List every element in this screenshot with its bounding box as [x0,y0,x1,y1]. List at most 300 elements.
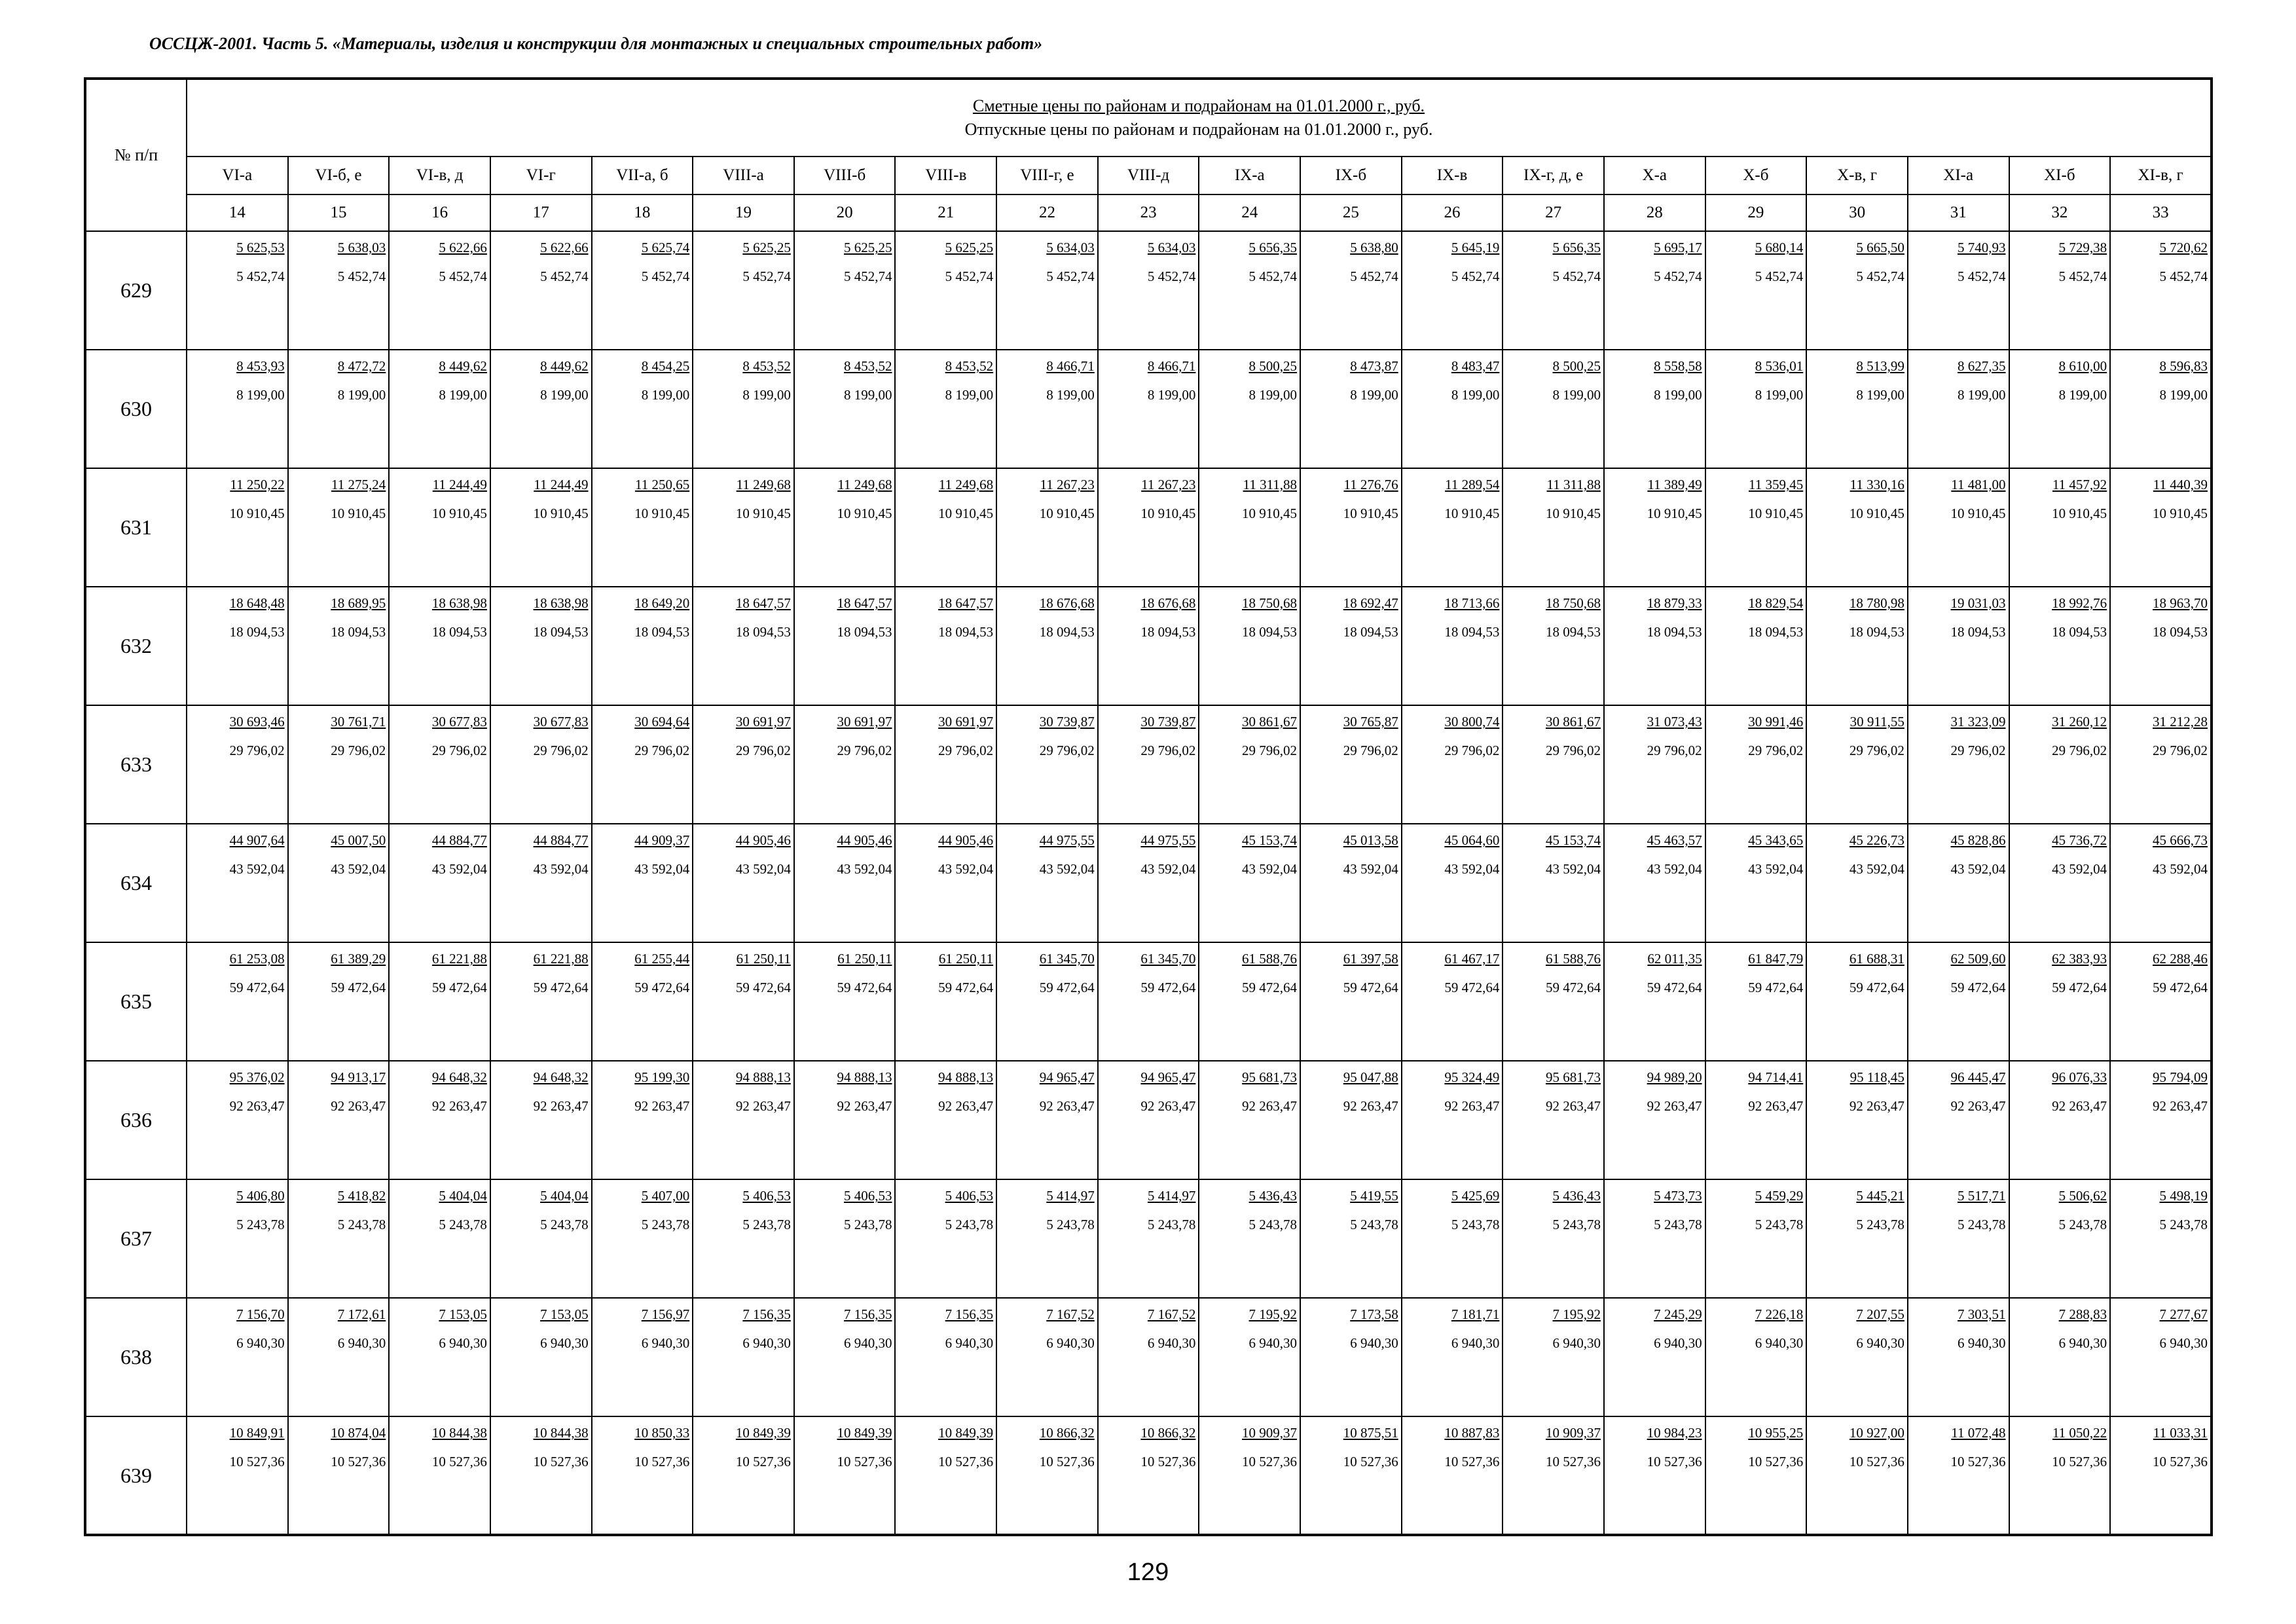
price-cell [996,231,1098,350]
price-cell [693,1061,794,1179]
estimate-price: 5 638,03 [337,240,386,255]
estimate-price: 44 907,64 [229,832,285,848]
estimate-price: 5 418,82 [337,1188,386,1204]
release-price: 6 940,30 [1654,1335,1702,1351]
release-price: 5 452,74 [1755,268,1804,284]
release-price: 8 199,00 [439,387,487,403]
release-price: 10 527,36 [1343,1454,1398,1469]
estimate-price: 5 498,19 [2159,1188,2208,1204]
price-cell [592,1298,693,1416]
estimate-price: 5 656,35 [1552,240,1601,255]
estimate-price: 5 625,25 [742,240,791,255]
estimate-price: 8 453,52 [843,358,892,374]
region-header: VI-б, е [288,157,390,194]
estimate-price: 18 647,57 [837,595,892,611]
price-cell [1300,1298,1402,1416]
release-price: 10 527,36 [2153,1454,2208,1469]
price-cell [187,350,288,468]
price-cell [288,824,390,942]
release-price: 5 452,74 [1451,268,1500,284]
price-cell [794,587,896,705]
release-price: 29 796,02 [229,743,285,758]
price-cell [996,1061,1098,1179]
price-cell [389,1298,490,1416]
release-price: 5 452,74 [641,268,690,284]
release-price: 10 527,36 [1545,1454,1601,1469]
price-cell [1402,705,1503,824]
price-cell [895,942,996,1061]
column-number: 27 [1503,194,1604,231]
release-price: 10 910,45 [431,506,487,521]
price-cell [187,587,288,705]
price-cell [895,350,996,468]
release-price: 43 592,04 [1849,861,1904,877]
release-price: 29 796,02 [1343,743,1398,758]
release-price: 8 199,00 [1147,387,1196,403]
estimate-price: 30 765,87 [1343,714,1398,729]
release-price: 29 796,02 [938,743,994,758]
price-cell [895,824,996,942]
estimate-price: 8 610,00 [2058,358,2107,374]
row-number: 636 [85,1061,187,1179]
estimate-price: 30 677,83 [533,714,589,729]
release-price: 6 940,30 [2159,1335,2208,1351]
price-cell [1806,468,1908,587]
estimate-price: 8 473,87 [1350,358,1398,374]
estimate-price: 11 249,68 [938,477,994,492]
price-cell [490,705,592,824]
estimate-price: 11 267,23 [1040,477,1095,492]
price-table [84,77,2213,1536]
region-header: X-б [1705,157,1807,194]
release-price: 10 910,45 [634,506,690,521]
estimate-price: 7 153,05 [439,1306,487,1322]
table-row [85,705,2212,824]
release-price: 59 472,64 [1140,980,1196,995]
release-price: 5 452,74 [1248,268,1298,284]
release-price: 5 452,74 [945,268,994,284]
release-price: 5 243,78 [1350,1217,1398,1232]
price-cell [794,705,896,824]
release-price: 43 592,04 [331,861,386,877]
price-cell [693,468,794,587]
release-price: 10 527,36 [1444,1454,1500,1469]
release-price: 5 452,74 [337,268,386,284]
price-cell [1705,824,1807,942]
region-header: IX-г, д, е [1503,157,1604,194]
price-cell [490,231,592,350]
release-price: 10 910,45 [1647,506,1702,521]
price-cell [2009,468,2111,587]
price-cell [1806,1061,1908,1179]
release-price: 10 527,36 [634,1454,690,1469]
estimate-price: 45 153,74 [1242,832,1298,848]
estimate-price: 10 955,25 [1748,1425,1804,1441]
release-price: 5 243,78 [1856,1217,1904,1232]
row-number: 632 [85,587,187,705]
release-price: 18 094,53 [533,624,589,640]
estimate-price: 5 740,93 [1958,240,2006,255]
price-cell [592,468,693,587]
price-cell [2009,1179,2111,1298]
estimate-price: 18 879,33 [1647,595,1702,611]
region-header: IX-в [1402,157,1503,194]
estimate-price: 10 849,39 [735,1425,791,1441]
estimate-price: 61 221,88 [431,951,487,967]
column-number-row [85,194,2212,231]
estimate-price: 30 693,46 [229,714,285,729]
release-price: 18 094,53 [1748,624,1804,640]
price-cell [1199,705,1300,824]
price-cell [1705,468,1807,587]
release-price: 5 243,78 [641,1217,690,1232]
estimate-price: 61 253,08 [229,951,285,967]
column-number: 24 [1199,194,1300,231]
release-price: 29 796,02 [1242,743,1298,758]
estimate-price: 5 473,73 [1654,1188,1702,1204]
price-cell [1604,942,1705,1061]
release-price: 8 199,00 [1856,387,1904,403]
table-row [85,231,2212,350]
price-cell [2110,468,2212,587]
row-number: 630 [85,350,187,468]
estimate-price: 62 509,60 [1950,951,2006,967]
column-number: 19 [693,194,794,231]
price-cell [1705,1061,1807,1179]
release-price: 59 472,64 [735,980,791,995]
release-price: 43 592,04 [1140,861,1196,877]
price-cell [1199,1416,1300,1535]
estimate-price: 31 260,12 [2052,714,2107,729]
price-cell [1806,824,1908,942]
price-cell [1604,587,1705,705]
estimate-price: 94 648,32 [533,1069,589,1085]
price-cell [1806,231,1908,350]
release-price: 92 263,47 [1140,1098,1196,1114]
release-price: 59 472,64 [533,980,589,995]
release-price: 6 940,30 [843,1335,892,1351]
price-cell [288,942,390,1061]
estimate-price: 10 866,32 [1039,1425,1095,1441]
price-cell [490,468,592,587]
price-cell [490,587,592,705]
price-cell [895,1061,996,1179]
price-cell [1503,1298,1604,1416]
release-price: 10 527,36 [1950,1454,2006,1469]
estimate-price: 94 648,32 [431,1069,487,1085]
table-row [85,942,2212,1061]
price-cell [794,350,896,468]
estimate-price: 8 472,72 [337,358,386,374]
release-price: 5 452,74 [236,268,285,284]
column-number: 25 [1300,194,1402,231]
price-cell [1402,1416,1503,1535]
release-price: 59 472,64 [837,980,892,995]
estimate-price: 7 167,52 [1046,1306,1095,1322]
row-number: 629 [85,231,187,350]
estimate-price: 11 244,49 [534,477,589,492]
estimate-price: 5 720,62 [2159,240,2208,255]
estimate-price: 11 481,00 [1951,477,2006,492]
page-header-title: ОССЦЖ-2001. Часть 5. «Материалы, изделия и конструкции для монтажных и специальных строительных работ» [149,34,1043,53]
estimate-price: 10 984,23 [1647,1425,1702,1441]
price-cell [1503,231,1604,350]
estimate-price: 7 153,05 [540,1306,589,1322]
estimate-price: 61 397,58 [1343,951,1398,967]
estimate-price: 8 627,35 [1958,358,2006,374]
price-cell [1199,1298,1300,1416]
price-cell [1402,1179,1503,1298]
price-cell [2110,824,2212,942]
estimate-price: 11 267,23 [1141,477,1196,492]
price-cell [1402,587,1503,705]
price-cell [1806,705,1908,824]
table-row [85,1061,2212,1179]
release-price: 59 472,64 [1444,980,1500,995]
estimate-price: 62 383,93 [2052,951,2107,967]
estimate-price: 61 847,79 [1748,951,1804,967]
release-price: 6 940,30 [1147,1335,1196,1351]
price-cell [2110,942,2212,1061]
release-price: 5 452,74 [742,268,791,284]
estimate-price: 5 407,00 [641,1188,690,1204]
release-price: 18 094,53 [1343,624,1398,640]
release-price: 5 243,78 [742,1217,791,1232]
release-price: 10 910,45 [735,506,791,521]
estimate-price: 10 887,83 [1444,1425,1500,1441]
release-price: 43 592,04 [533,861,589,877]
release-price: 10 910,45 [1849,506,1904,521]
row-number: 634 [85,824,187,942]
price-cell [996,1416,1098,1535]
release-price: 92 263,47 [431,1098,487,1114]
region-header: XI-в, г [2110,157,2212,194]
release-price: 29 796,02 [533,743,589,758]
estimate-price: 7 207,55 [1856,1306,1904,1322]
price-cell [2009,1298,2111,1416]
price-cell [1705,1179,1807,1298]
estimate-price: 18 649,20 [634,595,690,611]
release-price: 5 243,78 [843,1217,892,1232]
price-cell [1402,1298,1503,1416]
estimate-price: 8 558,58 [1654,358,1702,374]
release-price: 8 199,00 [1451,387,1500,403]
table-row [85,824,2212,942]
estimate-price: 11 250,65 [634,477,690,492]
estimate-price: 30 677,83 [431,714,487,729]
price-cell [1908,1061,2009,1179]
estimate-price: 7 173,58 [1350,1306,1398,1322]
price-cell [592,942,693,1061]
price-cell [2009,824,2111,942]
release-price: 59 472,64 [1343,980,1398,995]
release-price: 5 243,78 [1755,1217,1804,1232]
price-cell [1705,231,1807,350]
release-price: 18 094,53 [1545,624,1601,640]
price-cell [187,231,288,350]
price-cell [187,468,288,587]
price-cell [2110,1061,2212,1179]
price-cell [1402,468,1503,587]
release-price: 43 592,04 [1950,861,2006,877]
price-cell [895,231,996,350]
price-cell [389,942,490,1061]
release-price: 6 940,30 [1856,1335,1904,1351]
price-cell [389,231,490,350]
price-cell [592,1061,693,1179]
price-cell [2009,1061,2111,1179]
estimate-price: 18 992,76 [2052,595,2107,611]
price-cell [1503,468,1604,587]
column-number: 20 [794,194,896,231]
price-cell [693,350,794,468]
price-cell [1300,468,1402,587]
price-cell [996,942,1098,1061]
row-number: 638 [85,1298,187,1416]
release-price: 5 452,74 [2058,268,2107,284]
release-price: 10 527,36 [735,1454,791,1469]
release-price: 59 472,64 [331,980,386,995]
release-price: 18 094,53 [2153,624,2208,640]
release-price: 10 527,36 [533,1454,589,1469]
estimate-price: 18 648,48 [229,595,285,611]
release-price: 10 910,45 [1444,506,1500,521]
table-body [85,231,2212,1535]
price-cell [2110,350,2212,468]
price-cell [288,1298,390,1416]
estimate-price: 8 466,71 [1147,358,1196,374]
release-price: 8 199,00 [641,387,690,403]
price-cell [1604,824,1705,942]
release-price: 29 796,02 [1444,743,1500,758]
release-price: 92 263,47 [634,1098,690,1114]
estimate-price: 94 888,13 [938,1069,994,1085]
region-header: VIII-б [794,157,896,194]
release-price: 59 472,64 [431,980,487,995]
price-cell [1098,1416,1199,1535]
estimate-price: 94 888,13 [837,1069,892,1085]
price-cell [1199,1061,1300,1179]
release-price: 10 527,36 [1140,1454,1196,1469]
estimate-price: 61 588,76 [1545,951,1601,967]
price-cell [389,468,490,587]
release-price: 92 263,47 [1444,1098,1500,1114]
release-price: 5 243,78 [439,1217,487,1232]
price-cell [389,824,490,942]
estimate-price: 31 212,28 [2153,714,2208,729]
estimate-price: 11 330,16 [1850,477,1904,492]
price-cell [1705,350,1807,468]
estimate-price: 44 905,46 [735,832,791,848]
release-price: 5 452,74 [1350,268,1398,284]
estimate-price: 30 761,71 [331,714,386,729]
estimate-price: 5 406,53 [945,1188,994,1204]
release-price: 92 263,47 [1545,1098,1601,1114]
price-cell [187,942,288,1061]
release-price: 10 910,45 [837,506,892,521]
release-price: 8 199,00 [1755,387,1804,403]
release-price: 59 472,64 [1950,980,2006,995]
price-cell [288,231,390,350]
release-price: 29 796,02 [634,743,690,758]
price-cell [996,468,1098,587]
table-row [85,350,2212,468]
release-price: 18 094,53 [2052,624,2107,640]
release-price: 6 940,30 [742,1335,791,1351]
price-cell [693,587,794,705]
estimate-price: 95 118,45 [1850,1069,1904,1085]
price-cell [1503,587,1604,705]
release-price: 92 263,47 [1950,1098,2006,1114]
row-number: 637 [85,1179,187,1298]
price-cell [996,1179,1098,1298]
estimate-price: 11 244,49 [432,477,487,492]
estimate-price: 8 453,93 [236,358,285,374]
release-price: 10 527,36 [431,1454,487,1469]
estimate-price: 18 829,54 [1748,595,1804,611]
price-cell [2110,587,2212,705]
estimate-price: 61 250,11 [736,951,791,967]
region-header: XI-б [2009,157,2111,194]
estimate-price: 62 011,35 [1647,951,1702,967]
price-cell [1098,1061,1199,1179]
price-cell [1604,705,1705,824]
release-price: 8 199,00 [742,387,791,403]
page-number: 129 [1127,1559,1169,1586]
estimate-price: 5 625,74 [641,240,690,255]
column-number: 15 [288,194,390,231]
price-cell [1908,1416,2009,1535]
estimate-price: 5 406,80 [236,1188,285,1204]
release-price: 6 940,30 [2058,1335,2107,1351]
price-cell [1098,350,1199,468]
release-price: 8 199,00 [236,387,285,403]
estimate-price: 45 666,73 [2153,832,2208,848]
price-cell [2009,942,2111,1061]
release-price: 6 940,30 [1552,1335,1601,1351]
release-price: 5 243,78 [337,1217,386,1232]
release-price: 5 243,78 [2058,1217,2107,1232]
estimate-price: 61 345,70 [1140,951,1196,967]
estimate-price: 8 483,47 [1451,358,1500,374]
price-cell [1199,587,1300,705]
release-price: 92 263,47 [735,1098,791,1114]
release-price: 10 527,36 [2052,1454,2107,1469]
estimate-price: 10 875,51 [1343,1425,1398,1441]
price-cell [1908,942,2009,1061]
estimate-price: 8 453,52 [742,358,791,374]
release-price: 10 910,45 [1242,506,1298,521]
release-price: 10 910,45 [1039,506,1095,521]
price-cell [592,231,693,350]
price-cell [1604,350,1705,468]
release-price: 59 472,64 [2052,980,2107,995]
estimate-price: 30 861,67 [1545,714,1601,729]
price-cell [1300,350,1402,468]
price-cell [1908,824,2009,942]
estimate-price: 5 634,03 [1147,240,1196,255]
estimate-price: 95 681,73 [1242,1069,1298,1085]
price-cell [2009,705,2111,824]
estimate-price: 11 033,31 [2153,1425,2208,1441]
price-cell [1300,1179,1402,1298]
release-price: 59 472,64 [229,980,285,995]
estimate-price: 61 389,29 [331,951,386,967]
release-price: 5 452,74 [2159,268,2208,284]
release-price: 10 910,45 [331,506,386,521]
price-cell [2110,1298,2212,1416]
estimate-price: 96 076,33 [2052,1069,2107,1085]
